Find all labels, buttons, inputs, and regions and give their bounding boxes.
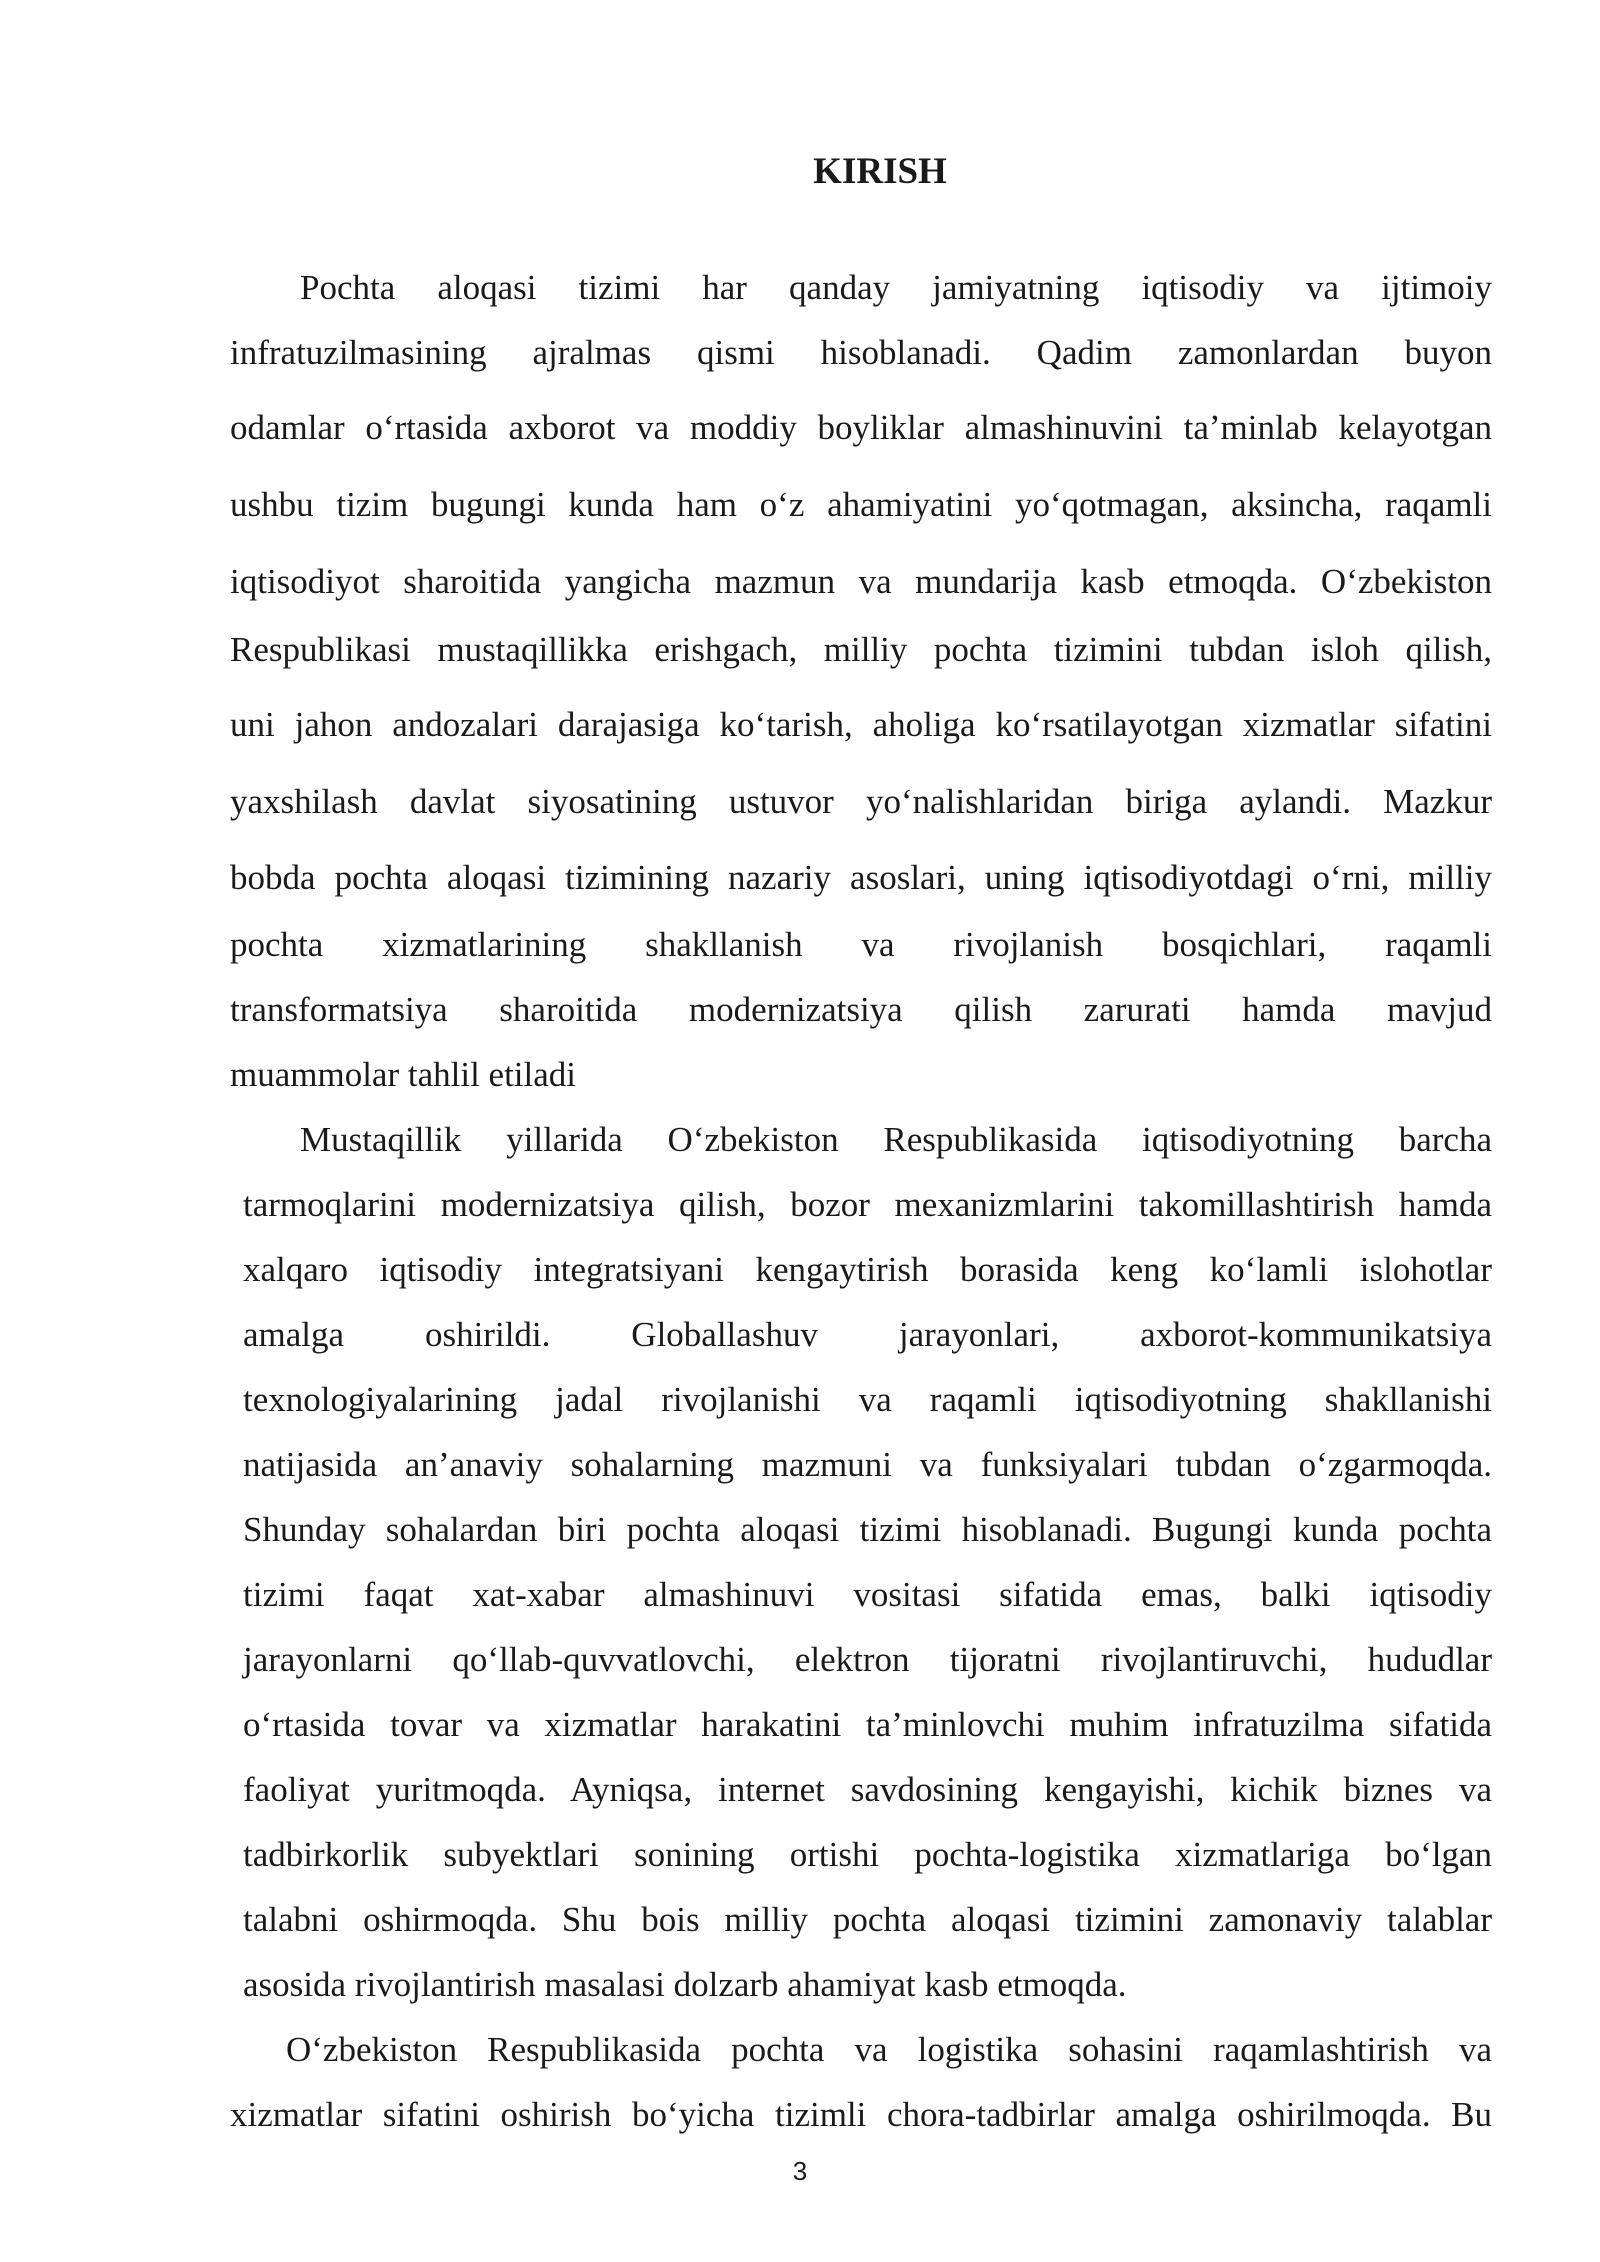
page-number: 3 — [792, 2156, 808, 2186]
text-line: iqtisodiyot sharoitida yangicha mazmun va mundarija kasb etmoqda. Oʻzbekiston — [230, 562, 1492, 601]
text-line: tizimi faqat xat-xabar almashinuvi vositasi sifatida emas, balki iqtisodiy — [243, 1575, 1492, 1614]
page-title: KIRISH — [813, 151, 947, 192]
text-line: natijasida an’anaviy sohalarning mazmuni va funksiyalari tubdan o‘zgarmoqda. — [243, 1445, 1492, 1484]
text-line: ushbu tizim bugungi kunda ham oʻz ahamiyatini yoʻqotmagan, aksincha, raqamli — [230, 485, 1492, 524]
text-line: infratuzilmasining ajralmas qismi hisoblanadi. Qadim zamonlardan buyon — [230, 333, 1492, 372]
text-line: Pochta aloqasi tizimi har qanday jamiyatning iqtisodiy va ijtimoiy — [300, 268, 1492, 307]
text-line: bobda pochta aloqasi tizimining nazariy asoslari, uning iqtisodiyotdagi oʻrni, milliy — [230, 858, 1492, 897]
text-line: asosida rivojlantirish masalasi dolzarb ahamiyat kasb etmoqda. — [243, 1965, 1127, 2004]
text-line: muammolar tahlil etiladi — [230, 1055, 577, 1094]
text-line: faoliyat yuritmoqda. Ayniqsa, internet savdosining kengayishi, kichik biznes va — [243, 1770, 1492, 1809]
text-line: xizmatlar sifatini oshirish bo‘yicha tizimli chora-tadbirlar amalga oshirilmoqda. Bu — [230, 2095, 1492, 2134]
text-line: pochta xizmatlarining shakllanish va rivojlanish bosqichlari, raqamli — [230, 925, 1492, 964]
text-line: texnologiyalarining jadal rivojlanishi va raqamli iqtisodiyotning shakllanishi — [243, 1380, 1492, 1419]
text-line: transformatsiya sharoitida modernizatsiya qilish zarurati hamda mavjud — [230, 990, 1492, 1029]
text-line: tadbirkorlik subyektlari sonining ortishi pochta-logistika xizmatlariga bo‘lgan — [243, 1835, 1492, 1874]
text-line: O‘zbekiston Respublikasida pochta va logistika sohasini raqamlashtirish va — [286, 2030, 1492, 2069]
text-line: odamlar oʻrtasida axborot va moddiy boyliklar almashinuvini taʼminlab kelayotgan — [230, 408, 1492, 447]
text-line: Mustaqillik yillarida O‘zbekiston Respublikasida iqtisodiyotning barcha — [300, 1120, 1492, 1159]
text-line: o‘rtasida tovar va xizmatlar harakatini ta’minlovchi muhim infratuzilma sifatida — [243, 1705, 1492, 1744]
text-line: amalga oshirildi. Globallashuv jarayonlari, axborot-kommunikatsiya — [243, 1315, 1492, 1354]
text-line: yaxshilash davlat siyosatining ustuvor yoʻnalishlaridan biriga aylandi. Mazkur — [230, 782, 1492, 821]
text-line: tarmoqlarini modernizatsiya qilish, bozor mexanizmlarini takomillashtirish hamda — [243, 1185, 1492, 1224]
text-line: jarayonlarni qo‘llab-quvvatlovchi, elektron tijoratni rivojlantiruvchi, hududlar — [243, 1640, 1492, 1679]
text-line: uni jahon andozalari darajasiga koʻtarish, aholiga koʻrsatilayotgan xizmatlar sifatini — [230, 705, 1492, 744]
text-line: Respublikasi mustaqillikka erishgach, milliy pochta tizimini tubdan isloh qilish, — [230, 630, 1492, 669]
text-line: Shunday sohalardan biri pochta aloqasi tizimi hisoblanadi. Bugungi kunda pochta — [243, 1510, 1492, 1549]
text-line: talabni oshirmoqda. Shu bois milliy pochta aloqasi tizimini zamonaviy talablar — [243, 1900, 1492, 1939]
text-line: xalqaro iqtisodiy integratsiyani kengaytirish borasida keng ko‘lamli islohotlar — [243, 1250, 1492, 1289]
